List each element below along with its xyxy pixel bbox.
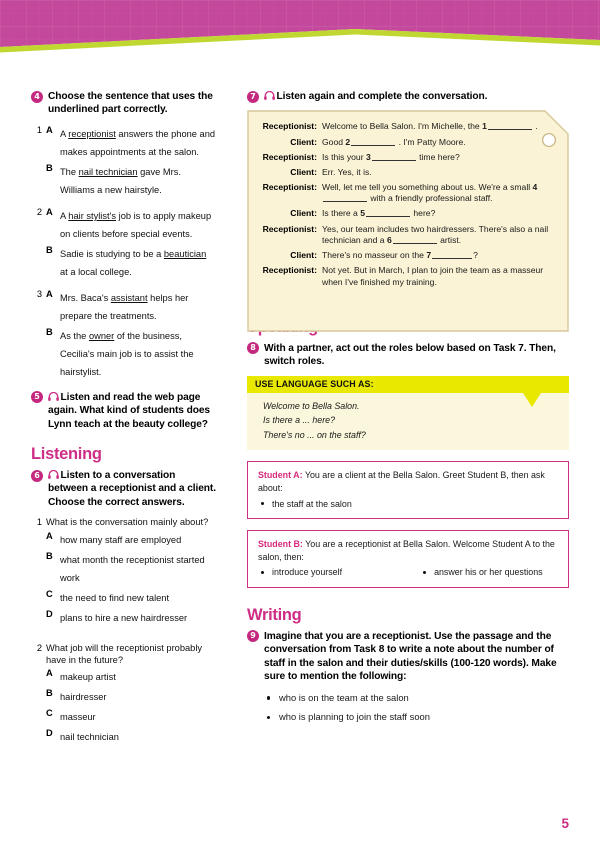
option-text: what month the receptionist started work	[60, 554, 205, 583]
dialogue-text: Not yet. But in March, I plan to join the team as a masseur when I've finished my training.	[322, 265, 544, 287]
use-language-header: USE LANGUAGE SUCH AS:	[247, 376, 569, 393]
option-text: As the owner of the business, Cecilia's main job is to assist the hairstylist.	[60, 330, 194, 377]
headphones-icon	[48, 392, 59, 401]
dialogue-row	[256, 250, 555, 262]
option-letter: A	[46, 206, 53, 217]
answer-blank[interactable]	[432, 251, 472, 259]
dialogue-row	[256, 265, 555, 288]
option-a[interactable]	[46, 288, 216, 324]
use-language-line: There's no ... on the staff?	[263, 429, 366, 440]
question-number: 1	[36, 124, 42, 135]
speaker-label: Client:	[290, 166, 317, 177]
speaker-label: Receptionist:	[262, 121, 317, 132]
writing-bullets	[247, 692, 569, 724]
dialogue-row	[256, 152, 555, 164]
option-letter: D	[46, 728, 53, 739]
dialogue-row	[256, 121, 555, 133]
speaker-label: Receptionist:	[262, 151, 317, 162]
dialogue-text: Yes, our team includes two hairdressers. There's also a nail technician and a 6 artist.	[322, 223, 549, 246]
option-text: masseur	[60, 712, 96, 723]
option-text: the need to find new talent	[60, 592, 170, 603]
use-language-line: Welcome to Bella Salon.	[263, 400, 360, 411]
option-text: hairdresser	[60, 692, 107, 703]
underlined-term: nail technician	[78, 166, 138, 177]
use-language-line: Is there a ... here?	[263, 415, 336, 426]
student-b-label: Student B:	[258, 539, 303, 550]
option-letter: A	[46, 668, 53, 679]
dialogue-tag-card	[247, 110, 569, 299]
option-letter: A	[46, 288, 53, 299]
option-a[interactable]	[46, 206, 216, 242]
option-b[interactable]	[46, 162, 216, 198]
dialogue-row	[256, 167, 555, 179]
dialogue-text: Good 2 . I'm Patty Moore.	[322, 136, 466, 147]
use-language-box	[247, 376, 569, 450]
task-6-number: 6	[31, 470, 43, 482]
dialogue-text: Is this your 3 time here?	[322, 151, 460, 162]
question-text: What job will the receptionist probably have in the future?	[46, 642, 203, 666]
option-b[interactable]	[46, 687, 216, 705]
task-5-heading	[31, 391, 216, 431]
option-a[interactable]	[46, 124, 216, 160]
task-4-group-2	[31, 206, 216, 280]
underlined-term: receptionist	[68, 128, 116, 139]
task-9-heading	[247, 630, 569, 684]
right-column	[247, 90, 569, 731]
left-column	[31, 90, 216, 745]
task-6-instruction: Listen to a conversation between a receptionist and a client. Choose the correct answers.	[48, 470, 216, 508]
option-text: The nail technician gave Mrs. Williams a new hairstyle.	[60, 166, 181, 195]
task-6-question-2	[31, 642, 216, 746]
option-letter: D	[46, 608, 53, 619]
page-header-banner	[0, 0, 600, 60]
list-item: introduce yourself	[258, 566, 342, 579]
list-item: the staff at the salon	[258, 498, 352, 511]
dialogue-row	[256, 137, 555, 149]
list-item: who is on the team at the salon	[264, 692, 569, 705]
task-8-instruction: With a partner, act out the roles below based on Task 7. Then, switch roles.	[264, 342, 556, 367]
option-letter: A	[46, 124, 53, 135]
option-a[interactable]	[46, 667, 216, 685]
dialogue-row	[256, 224, 555, 247]
task-4-number: 4	[31, 91, 43, 103]
dialogue-text: There's no masseur on the 7 ?	[322, 250, 478, 261]
triangle-marker-icon	[523, 393, 541, 407]
option-letter: B	[46, 326, 53, 337]
answer-blank[interactable]	[366, 209, 410, 217]
task-8-heading	[247, 342, 569, 369]
option-b[interactable]	[46, 550, 216, 586]
student-a-text: Student A: You are a client at the Bella Salon. Greet Student B, then ask about:	[258, 470, 545, 493]
task-5-number: 5	[31, 391, 43, 403]
option-text: A hair stylist's job is to apply makeup on clients before special events.	[60, 210, 212, 239]
option-b[interactable]	[46, 244, 216, 280]
dialogue-row	[256, 208, 555, 220]
section-title-listening: Listening	[31, 445, 102, 464]
student-a-role-box	[247, 461, 569, 519]
underlined-term: hair stylist's	[68, 210, 117, 221]
speaker-label: Client:	[290, 208, 317, 219]
answer-blank[interactable]	[323, 194, 367, 202]
option-letter: A	[46, 530, 53, 541]
underlined-term: assistant	[110, 292, 148, 303]
task-4-instruction: Choose the sentence that uses the underlined part correctly.	[48, 91, 213, 116]
task-7-heading	[247, 90, 569, 103]
option-b[interactable]	[46, 326, 216, 380]
question-number: 1	[36, 517, 42, 528]
option-text: A receptionist answers the phone and makes appointments at the salon.	[60, 128, 216, 157]
use-language-body	[247, 393, 569, 451]
list-item: answer his or her questions	[420, 566, 543, 579]
speaker-label: Client:	[290, 136, 317, 147]
option-text: Sadie is studying to be a beautician at a local college.	[60, 248, 207, 277]
option-text: how many staff are employed	[60, 534, 182, 545]
student-b-bullets	[258, 566, 558, 579]
answer-blank[interactable]	[488, 122, 532, 130]
speaker-label: Client:	[290, 250, 317, 261]
option-text: makeup artist	[60, 672, 116, 683]
task-7-number: 7	[247, 91, 259, 103]
question-number: 3	[36, 288, 42, 299]
task-4-question-list	[31, 124, 216, 380]
task-8-number: 8	[247, 342, 259, 354]
option-letter: B	[46, 162, 53, 173]
student-b-text: Student B: You are a receptionist at Bella Salon. Welcome Student A to the salon, then:	[258, 539, 555, 562]
option-letter: C	[46, 588, 53, 599]
headphones-icon	[48, 470, 59, 479]
option-letter: B	[46, 688, 53, 699]
option-text: Mrs. Baca's assistant helps her prepare the treatments.	[60, 292, 189, 321]
section-title-writing: Writing	[247, 605, 302, 624]
question-text: What is the conversation mainly about?	[46, 517, 209, 528]
underlined-term: owner	[88, 330, 115, 341]
option-letter: B	[46, 244, 53, 255]
dialogue-text: Well, let me tell you something about us. We're a small 4 with a friendly professional staff.	[322, 181, 538, 204]
task-6-heading	[31, 469, 216, 509]
student-a-bullets	[258, 498, 558, 511]
option-c[interactable]	[46, 707, 216, 725]
dialogue-text: Is there a 5 here?	[322, 208, 436, 219]
question-number: 2	[36, 206, 42, 217]
task-6-question-1	[31, 516, 216, 625]
task-4-group-3	[31, 288, 216, 380]
dialogue-row	[256, 182, 555, 205]
student-a-label: Student A:	[258, 470, 303, 481]
task-7-instruction: Listen again and complete the conversation.	[276, 91, 488, 102]
task-4-group-1	[31, 124, 216, 198]
speaker-label: Receptionist:	[262, 223, 317, 234]
page-number: 5	[561, 816, 569, 831]
task-9-instruction: Imagine that you are a receptionist. Use the passage and the conversation from Task 8 to write a note about the number of staff in the salon and their duties/skills (100-120 words). Make sure to mention the following:	[264, 630, 557, 683]
question-number: 2	[36, 642, 42, 653]
answer-blank[interactable]	[351, 138, 395, 146]
option-letter: B	[46, 550, 53, 561]
option-d[interactable]	[46, 608, 216, 626]
list-item: who is planning to join the staff soon	[264, 711, 569, 724]
task-5-instruction: Listen and read the web page again. What kind of students does Lynn teach at the beauty college?	[48, 391, 210, 430]
task-9-number: 9	[247, 630, 259, 642]
option-text: plans to hire a new hairdresser	[60, 612, 188, 623]
option-c[interactable]	[46, 588, 216, 606]
answer-blank[interactable]	[372, 153, 416, 161]
option-d[interactable]	[46, 727, 216, 745]
headphones-icon	[264, 91, 275, 100]
answer-blank[interactable]	[393, 236, 437, 244]
speaker-label: Receptionist:	[262, 265, 317, 276]
option-a[interactable]	[46, 530, 216, 548]
student-b-role-box	[247, 530, 569, 588]
underlined-term: beautician	[163, 248, 207, 259]
dialogue-lines	[247, 110, 569, 299]
dialogue-text: Welcome to Bella Salon. I'm Michelle, the 1 .	[322, 121, 538, 132]
speaker-label: Receptionist:	[262, 181, 317, 192]
option-text: nail technician	[60, 732, 119, 743]
task-6-question-list	[31, 516, 216, 745]
option-letter: C	[46, 708, 53, 719]
task-4-heading	[31, 90, 216, 117]
dialogue-text: Err. Yes, it is.	[322, 166, 372, 177]
